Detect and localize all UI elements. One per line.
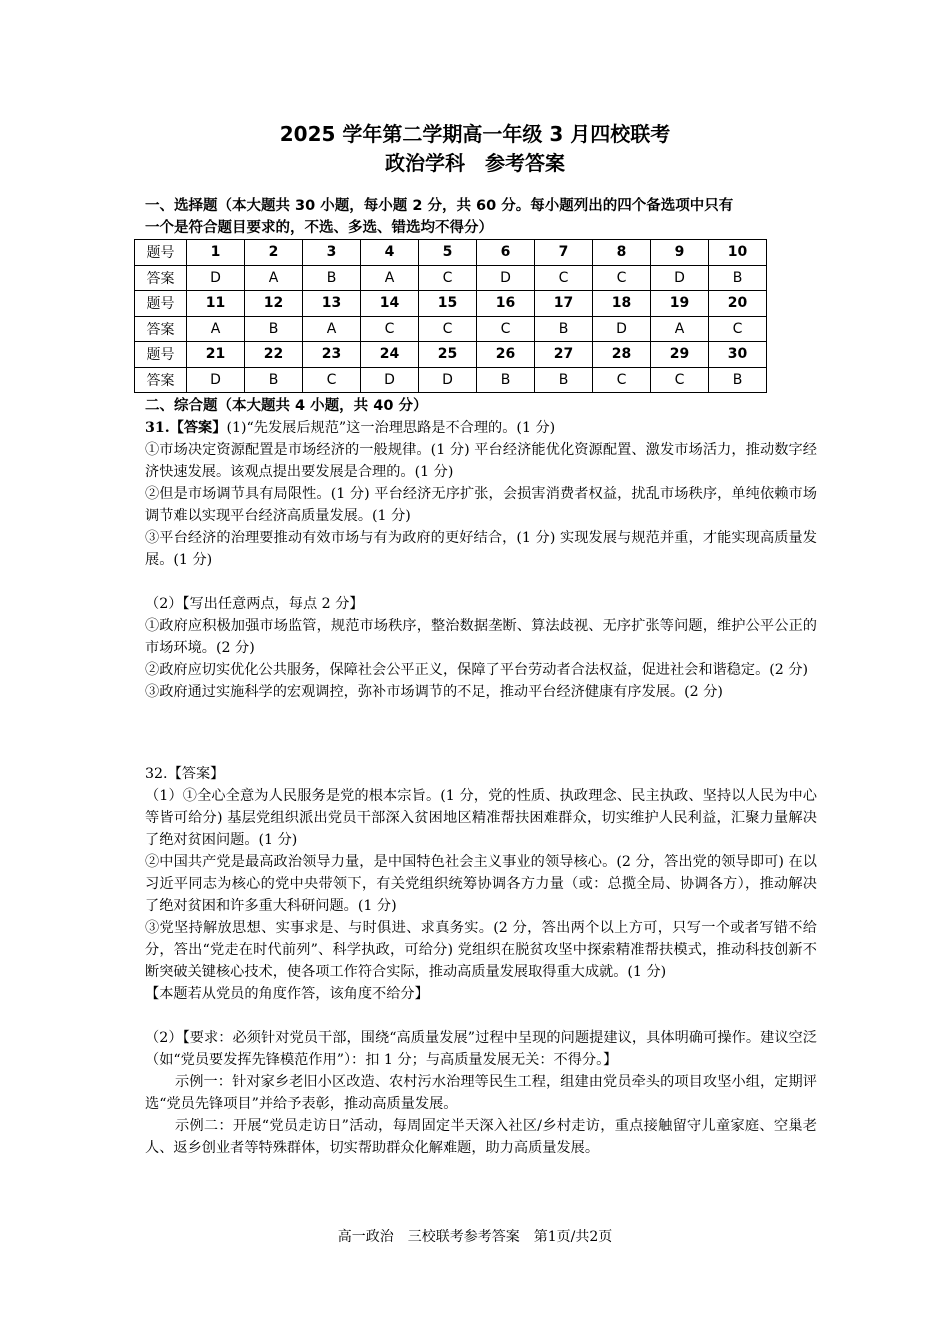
section1-heading: 一、选择题（本大题共 30 小题，每小题 2 分，共 60 分。每小题列出的四个备选项中只有 一个是符合题目要求的，不选、多选、错选均不得分）: [145, 198, 734, 236]
answer-cell: A: [361, 265, 419, 291]
row-label-answer: 答案: [135, 367, 187, 393]
question-number-cell: 25: [419, 342, 477, 368]
row-label-answer: 答案: [135, 316, 187, 342]
question-number-cell: 21: [187, 342, 245, 368]
question-number-cell: 1: [187, 240, 245, 266]
row-label-question: 题号: [135, 291, 187, 317]
q31-label: 31.【答案】: [145, 420, 227, 436]
answer-cell: A: [187, 316, 245, 342]
answer-cell: A: [303, 316, 361, 342]
row-label-question: 题号: [135, 240, 187, 266]
q31-part2-point-1: ①政府应积极加强市场监管，规范市场秩序，整治数据垄断、算法歧视、无序扩张等问题，维护公平公正的市场环境。(2 分): [145, 618, 817, 656]
answer-cell: B: [709, 265, 767, 291]
question-number-cell: 10: [709, 240, 767, 266]
q31-point-2: ②但是市场调节具有局限性。(1 分) 平台经济无序扩张，会损害消费者权益，扰乱市场秩序，单纯依赖市场调节难以实现平台经济高质量发展。(1 分): [145, 486, 817, 524]
answer-cell: A: [245, 265, 303, 291]
q31-part2-heading: （2）【写出任意两点，每点 2 分】: [145, 596, 364, 612]
answer-cell: C: [709, 316, 767, 342]
answer-row: [135, 316, 767, 342]
q31-point-1: ①市场决定资源配置是市场经济的一般规律。(1 分) 平台经济能优化资源配置、激发市场活力，推动数字经济快速发展。该观点提出要发展是合理的。(1 分): [145, 442, 817, 480]
question-number-cell: 2: [245, 240, 303, 266]
question-number-cell: 7: [535, 240, 593, 266]
question-number-cell: 9: [651, 240, 709, 266]
question-number-row: [135, 240, 767, 266]
q32-part2-requirement: （2）【要求：必须针对党员干部，围绕“高质量发展”过程中呈现的问题提建议，具体明确可操作。建议空泛（如“党员要发挥先锋模范作用”）：扣 1 分；与高质量发展无关：不得分。】: [145, 1030, 817, 1068]
question-number-cell: 28: [593, 342, 651, 368]
question-number-cell: 15: [419, 291, 477, 317]
answer-cell: B: [535, 367, 593, 393]
question-number-cell: 5: [419, 240, 477, 266]
question-number-cell: 29: [651, 342, 709, 368]
answer-cell: D: [477, 265, 535, 291]
answer-cell: C: [535, 265, 593, 291]
q31-part2-point-2: ②政府应切实优化公共服务，保障社会公平正义，保障了平台劳动者合法权益，促进社会和谐稳定。(2 分): [145, 662, 809, 678]
q31-part2-point-3: ③政府通过实施科学的宏观调控，弥补市场调节的不足，推动平台经济健康有序发展。(2 分): [145, 684, 723, 700]
answer-cell: C: [477, 316, 535, 342]
answer-cell: C: [651, 367, 709, 393]
question-32: [145, 763, 817, 1159]
question-31: 31.【答案】(1)“先发展后规范”这一治理思路是不合理的。(1 分) ①市场决定资源配置是市场经济的一般规律。(1 分) 平台经济能优化资源配置、激发市场活力，推动数字经济快速发展。该观点提出要发展是合理的。(1 分) ②但是市场调节具有局限性。(1 分) 平台经济无序扩张，会损害消费者权益，扰乱市场秩序，单纯依赖市场调节难以实现平台经济高质量发展。(1 分) ③平台经济的治理要推动有效市场与有为政府的更好结合，(1 分) 实现发展与规范并重，才能实现高质量发展。(1 分) （2）【写出任意两点，每点 2 分】 ①政府应积极加强市场监管，规范市场秩序，整治数据垄断、算法歧视、无序扩张等问题，维护公平公正的市场环境。(2 分) ②政府应切实优化公共服务，保障社会公平正义，保障了平台劳动者合法权益，促进社会和谐稳定。(2 分) ③政府通过实施科学的宏观调控，弥补市场调节的不足，推动平台经济健康有序发展。(2 分): [145, 417, 817, 703]
section2-heading: 二、综合题（本大题共 4 小题，共 40 分）: [145, 398, 428, 414]
question-number-cell: 16: [477, 291, 535, 317]
q32-point-2: ②中国共产党是最高政治领导力量，是中国特色社会主义事业的领导核心。(2 分，答出党的领导即可) 在以习近平同志为核心的党中央带领下，有关党组织统筹协调各方力量（或：总揽全局、协调各方），推动解决了绝对贫困和许多重大科研问题。(1 分): [145, 854, 817, 914]
answer-cell: B: [245, 367, 303, 393]
answer-cell: D: [419, 367, 477, 393]
question-number-cell: 11: [187, 291, 245, 317]
question-number-cell: 23: [303, 342, 361, 368]
question-number-cell: 19: [651, 291, 709, 317]
answer-cell: C: [593, 367, 651, 393]
page-title: 2025 学年第二学期高一年级 3 月四校联考: [279, 122, 671, 146]
question-number-cell: 4: [361, 240, 419, 266]
answer-cell: D: [187, 367, 245, 393]
question-number-cell: 24: [361, 342, 419, 368]
question-number-row: [135, 342, 767, 368]
answer-cell: B: [245, 316, 303, 342]
answer-cell: C: [361, 316, 419, 342]
q32-example-2: 示例二：开展“党员走访日”活动，每周固定半天深入社区/乡村走访，重点接触留守儿童家庭、空巢老人、返乡创业者等特殊群体，切实帮助群众化解难题，助力高质量发展。: [145, 1118, 817, 1156]
answer-cell: B: [709, 367, 767, 393]
question-number-cell: 18: [593, 291, 651, 317]
page-subtitle: 政治学科 参考答案: [385, 151, 565, 175]
answer-cell: C: [419, 265, 477, 291]
question-number-cell: 27: [535, 342, 593, 368]
q32-example-1: 示例一：针对家乡老旧小区改造、农村污水治理等民生工程，组建由党员牵头的项目攻坚小组，定期评选“党员先锋项目”并给予表彰，推动高质量发展。: [145, 1074, 817, 1112]
answer-row: [135, 265, 767, 291]
question-number-cell: 8: [593, 240, 651, 266]
answer-cell: C: [303, 367, 361, 393]
q32-note: 【本题若从党员的角度作答，该角度不给分】: [145, 986, 429, 1002]
question-number-cell: 3: [303, 240, 361, 266]
question-number-cell: 17: [535, 291, 593, 317]
q32-label: 32.【答案】: [145, 766, 225, 782]
question-number-cell: 6: [477, 240, 535, 266]
row-label-answer: 答案: [135, 265, 187, 291]
question-number-cell: 30: [709, 342, 767, 368]
question-number-cell: 22: [245, 342, 303, 368]
answer-cell: D: [651, 265, 709, 291]
q31-point-3: ③平台经济的治理要推动有效市场与有为政府的更好结合，(1 分) 实现发展与规范并重，才能实现高质量发展。(1 分): [145, 530, 817, 568]
answer-cell: D: [593, 316, 651, 342]
question-number-cell: 14: [361, 291, 419, 317]
q32-point-3: ③党坚持解放思想、实事求是、与时俱进、求真务实。(2 分，答出两个以上方可，只写一个或者写错不给分，答出“党走在时代前列”、科学执政，可给分) 党组织在脱贫攻坚中探索精准帮扶模式，推动科技创新不断突破关键核心技术，使各项工作符合实际，推动高质量发展取得重大成就。(1 分): [145, 920, 817, 980]
answer-cell: C: [419, 316, 477, 342]
answer-table: [134, 239, 767, 393]
answer-cell: D: [361, 367, 419, 393]
question-number-cell: 20: [709, 291, 767, 317]
page-footer: 高一政治 三校联考参考答案 第1页/共2页: [337, 1229, 613, 1245]
question-number-row: [135, 291, 767, 317]
answer-cell: C: [593, 265, 651, 291]
q32-point-1: （1）①全心全意为人民服务是党的根本宗旨。(1 分，党的性质、执政理念、民主执政、坚持以人民为中心等皆可给分) 基层党组织派出党员干部深入贫困地区精准帮扶困难群众，切实维护人民利益，汇聚力量解决了绝对贫困问题。(1 分): [145, 788, 817, 848]
question-number-cell: 12: [245, 291, 303, 317]
answer-cell: A: [651, 316, 709, 342]
question-number-cell: 26: [477, 342, 535, 368]
row-label-question: 题号: [135, 342, 187, 368]
answer-cell: B: [477, 367, 535, 393]
answer-cell: D: [187, 265, 245, 291]
question-number-cell: 13: [303, 291, 361, 317]
answer-row: [135, 367, 767, 393]
answer-cell: B: [535, 316, 593, 342]
answer-cell: B: [303, 265, 361, 291]
